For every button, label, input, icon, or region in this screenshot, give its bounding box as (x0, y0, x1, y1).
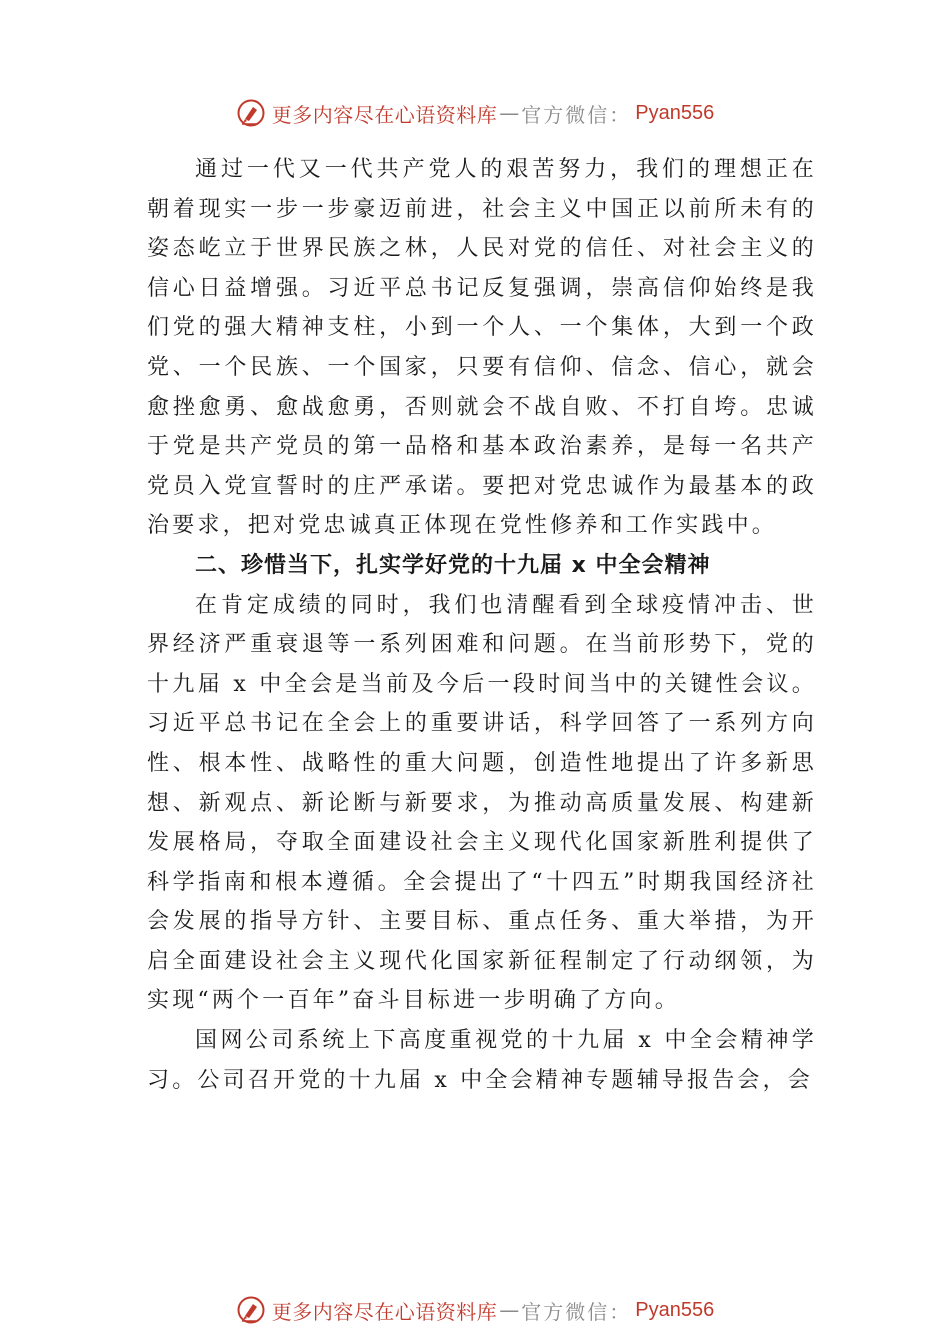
header-banner (0, 93, 950, 133)
document-body (147, 150, 817, 1100)
pen-nib-circle-icon (236, 1295, 266, 1325)
banner-wechat-label: 官方微信： (521, 1299, 632, 1324)
paragraph-2: 在肯定成绩的同时，我们也清醒看到全球疫情冲击、世界经济严重衰退等一系列困难和问题。在当前形势下，党的十九届 x 中全会是当前及今后一段时间当中的关键性会议。习近平总书记在全会上的重要讲话，科学回答了一系列方向性、根本性、战略性的重大问题，创造性地提出了许多新思想、新观点、新论断与新要求，为推动高质量发展、构建新发展格局，夺取全面建设社会主义现代化国家新胜利提供了科学指南和根本遵循。全会提出了“十四五”时期我国经济社会发展的指导方针、主要目标、重点任务、重大举措，为开启全面建设社会主义现代化国家新征程制定了行动纲领，为实现“两个一百年”奋斗目标进一步明确了方向。 (147, 592, 817, 1014)
pen-nib-circle-icon (236, 98, 266, 128)
paragraph-1: 通过一代又一代共产党人的艰苦努力，我们的理想正在朝着现实一步一步豪迈前进，社会主义中国正以前所未有的姿态屹立于世界民族之林，人民对党的信任、对社会主义的信心日益增强。习近平总书记反复强调，崇高信仰始终是我们党的强大精神支柱，小到一个人、一个集体，大到一个政党、一个民族、一个国家，只要有信仰、信念、信心，就会愈挫愈勇、愈战愈勇，否则就会不战自败、不打自垮。忠诚于党是共产党员的第一品格和基本政治素养，是每一名共产党员入党宣誓时的庄严承诺。要把对党忠诚作为最基本的政治要求，把对党忠诚真正体现在党性修养和工作实践中。 (147, 157, 817, 539)
banner-dash: — (499, 101, 520, 125)
banner-account: Pyan556 (635, 1298, 715, 1321)
footer-banner (0, 1290, 950, 1330)
banner-wechat-label: 官方微信： (521, 102, 632, 127)
paragraph-3: 国网公司系统上下高度重视党的十九届 x 中全会精神学习。公司召开党的十九届 x 中全会精神专题辅导报告会，会 (147, 1028, 817, 1093)
banner-title: 更多内容尽在心语资料库 (271, 1299, 498, 1324)
section-heading-2: 二、珍惜当下，扎实学好党的十九届 x 中全会精神 (195, 552, 711, 578)
banner-account: Pyan556 (635, 101, 715, 124)
banner-dash: — (499, 1298, 520, 1322)
banner-title: 更多内容尽在心语资料库 (271, 102, 498, 127)
